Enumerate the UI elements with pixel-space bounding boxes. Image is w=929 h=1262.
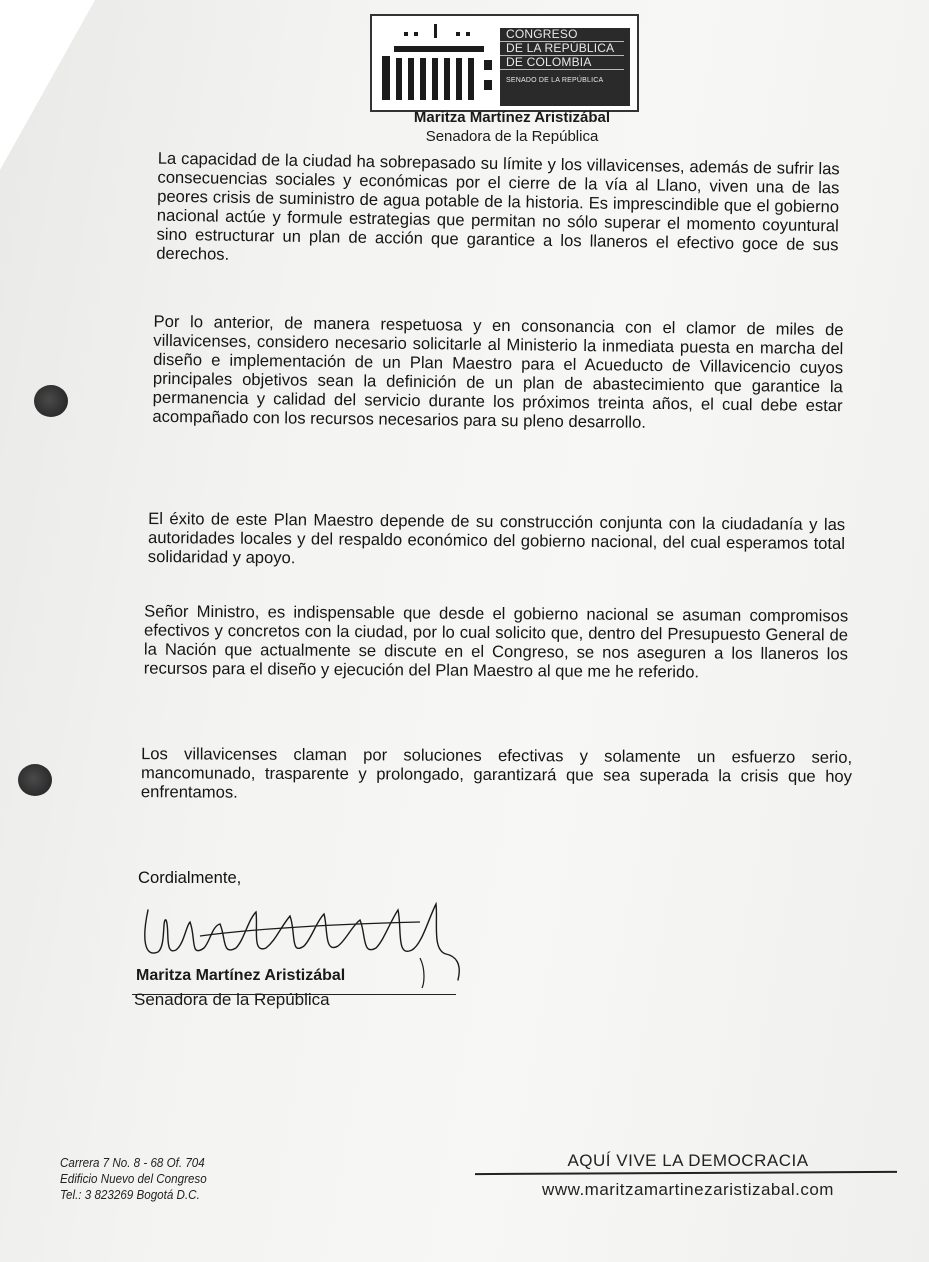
body-paragraph-4: Señor Ministro, es indispensable que desde el gobierno nacional se asuman compromisos efectivos y concretos con la ciudad, por lo cual solicito que, dentro del Presupuesto General de la Nación que actualmente se discute en el Congreso, se nos aseguren a los llaneros los recursos para el diseño y ejecución del Plan Maestro al que me he referido. <box>143 601 849 682</box>
body-paragraph-3: El éxito de este Plan Maestro depende de su construcción conjunta con la ciudadanía y las autoridades locales y del respaldo económico del gobierno nacional, del cual esperamos total solidaridad y apoyo. <box>147 508 846 568</box>
logo-line-4: SENADO DE LA REPÚBLICA <box>506 77 604 84</box>
logo-text-box <box>500 28 630 106</box>
capitol-building-icon <box>380 24 495 102</box>
sender-name: Maritza Martínez Aristizábal <box>413 109 611 126</box>
footer-slogan: AQUÍ VIVE LA DEMOCRACIA <box>567 1151 809 1170</box>
sender-title: Senadora de la República <box>425 128 599 145</box>
body-paragraph-5: Los villavicenses claman por soluciones efectivas y solamente un esfuerzo serio, mancomunado, trasparente y prolongado, garantizará que sea superada la crisis que hoy enfrentamos. <box>140 744 853 802</box>
footer-address <box>60 1155 207 1203</box>
address-line-2: Edificio Nuevo del Congreso <box>60 1172 207 1186</box>
footer-website-link[interactable]: www.maritzamartinezaristizabal.com <box>542 1180 834 1199</box>
logo-line-3: DE COLOMBIA <box>500 56 624 70</box>
folded-corner <box>0 0 95 170</box>
logo-line-1: CONGRESO <box>500 28 624 42</box>
address-line-3: Tel.: 3 823269 Bogotá D.C. <box>60 1188 200 1202</box>
closing-salutation: Cordialmente, <box>138 868 242 887</box>
signer-name: Maritza Martínez Aristizábal <box>136 967 346 984</box>
body-paragraph-1: La capacidad de la ciudad ha sobrepasado su límite y los villavicenses, además de sufrir las consecuencias sociales y económicas por el cierre de la vía al Llano, viven una de las peores crisis de suministro de agua potable de la historia. Es imprescindible que el gobierno nacional actúe y formule estrategias que permitan no sólo superar el momento coyuntural sino estructurar un plan de acción que garantice a los llaneros el efectivo goce de sus derechos. <box>156 148 840 264</box>
address-line-1: Carrera 7 No. 8 - 68 Of. 704 <box>60 1156 205 1170</box>
congress-logo <box>370 14 639 112</box>
punch-hole-upper <box>34 385 68 417</box>
punch-hole-lower <box>18 764 52 796</box>
footer-divider <box>475 1171 897 1175</box>
body-paragraph-2: Por lo anterior, de manera respetuosa y en consonancia con el clamor de miles de villavicenses, considero necesario solicitarle al Ministerio la inmediata puesta en marcha del diseño e implementación de un Plan Maestro para el Acueducto de Villavicencio cuyos principales objetivos sean la definición de un plan de abastecimiento que garantice la permanencia y calidad del servicio durante los próximos treinta años, el cual debe estar acompañado con los recursos necesarios para su pleno desarrollo. <box>152 311 844 432</box>
logo-line-2: DE LA REPÚBLICA <box>500 42 624 56</box>
signer-title: Senadora de la República <box>134 990 330 1009</box>
